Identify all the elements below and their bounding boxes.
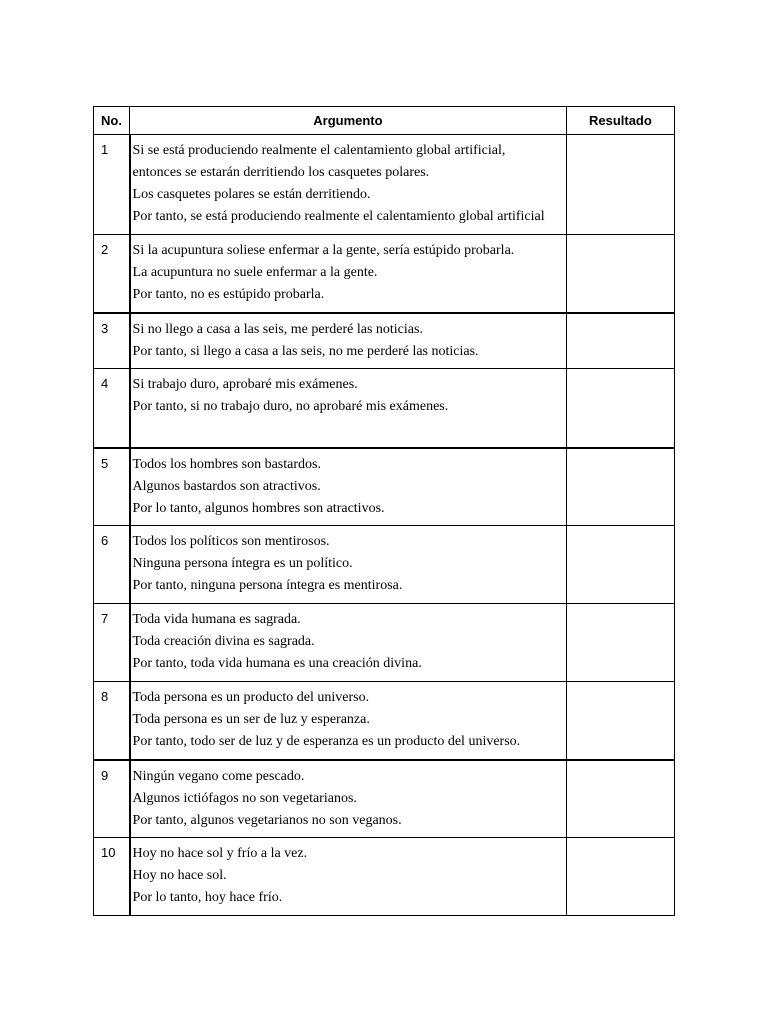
table-row	[94, 448, 675, 526]
argument-line: Por tanto, toda vida humana es una creación divina.	[132, 656, 422, 671]
argument-line: Por tanto, no es estúpido probarla.	[132, 287, 325, 302]
argument-cell	[130, 369, 567, 448]
row-number: 6	[94, 526, 130, 604]
argument-line: Por tanto, si no trabajo duro, no aprobaré mis exámenes.	[132, 399, 449, 414]
argument-line: Por lo tanto, hoy hace frío.	[132, 890, 283, 905]
argument-line: Los casquetes polares se están derritiendo.	[132, 187, 371, 202]
header-no: No.	[94, 107, 130, 135]
row-number: 8	[94, 682, 130, 760]
result-cell[interactable]	[566, 313, 674, 369]
row-number: 1	[94, 135, 130, 235]
argument-line: Hoy no hace sol.	[132, 868, 227, 883]
argument-line: Algunos bastardos son atractivos.	[132, 478, 321, 494]
argument-line: Ninguna persona íntegra es un político.	[132, 556, 353, 571]
table-row	[94, 682, 675, 760]
arguments-table	[93, 106, 675, 916]
argument-line: Toda persona es un producto del universo.	[132, 690, 370, 705]
argument-line: Algunos ictiófagos no son vegetarianos.	[132, 790, 357, 806]
argument-line: Por tanto, se está produciendo realmente el calentamiento global artificial	[132, 209, 545, 224]
table-row	[94, 760, 675, 838]
argument-line: Ningún vegano come pescado.	[132, 768, 305, 784]
argument-cell	[130, 682, 567, 760]
result-cell[interactable]	[566, 448, 674, 526]
argument-cell	[130, 604, 567, 682]
result-cell[interactable]	[566, 369, 674, 448]
argument-line: Por tanto, ninguna persona íntegra es mentirosa.	[132, 578, 403, 593]
row-number: 10	[94, 838, 130, 916]
argument-cell	[130, 760, 567, 838]
row-number: 4	[94, 369, 130, 448]
table-row	[94, 369, 675, 448]
argument-line: Por tanto, todo ser de luz y de esperanza es un producto del universo.	[132, 734, 521, 749]
argument-line: Todos los políticos son mentirosos.	[132, 534, 330, 549]
header-result: Resultado	[566, 107, 674, 135]
argument-line: entonces se estarán derritiendo los casquetes polares.	[132, 165, 430, 180]
row-number: 2	[94, 235, 130, 313]
table-row	[94, 313, 675, 369]
row-number: 5	[94, 448, 130, 526]
argument-line: Por tanto, si llego a casa a las seis, no me perderé las noticias.	[132, 343, 479, 359]
argument-line: Por lo tanto, algunos hombres son atractivos.	[132, 500, 385, 516]
table-row	[94, 604, 675, 682]
argument-line: Si se está produciendo realmente el calentamiento global artificial,	[132, 143, 506, 158]
row-number: 9	[94, 760, 130, 838]
argument-line: Si la acupuntura soliese enfermar a la gente, sería estúpido probarla.	[132, 243, 515, 258]
result-cell[interactable]	[566, 604, 674, 682]
result-cell[interactable]	[566, 135, 674, 235]
argument-line: Toda persona es un ser de luz y esperanza.	[132, 712, 370, 727]
argument-cell	[130, 838, 567, 916]
argument-cell	[130, 313, 567, 369]
argument-line: Si no llego a casa a las seis, me perderé las noticias.	[132, 321, 423, 337]
table-row	[94, 135, 675, 235]
argument-line: Por tanto, algunos vegetarianos no son veganos.	[132, 812, 402, 828]
argument-line: Hoy no hace sol y frío a la vez.	[132, 846, 308, 861]
result-cell[interactable]	[566, 760, 674, 838]
result-cell[interactable]	[566, 526, 674, 604]
result-cell[interactable]	[566, 838, 674, 916]
result-cell[interactable]	[566, 235, 674, 313]
table-row	[94, 235, 675, 313]
argument-cell	[130, 135, 567, 235]
argument-cell	[130, 526, 567, 604]
header-row	[94, 107, 675, 135]
header-argument: Argumento	[130, 107, 567, 135]
row-number: 3	[94, 313, 130, 369]
argument-line: Todos los hombres son bastardos.	[132, 456, 321, 472]
argument-cell	[130, 448, 567, 526]
result-cell[interactable]	[566, 682, 674, 760]
row-number: 7	[94, 604, 130, 682]
argument-cell	[130, 235, 567, 313]
argument-line: La acupuntura no suele enfermar a la gente.	[132, 265, 378, 280]
table-row	[94, 526, 675, 604]
argument-line: Si trabajo duro, aprobaré mis exámenes.	[132, 377, 358, 392]
argument-line: Toda vida humana es sagrada.	[132, 612, 301, 627]
table-row	[94, 838, 675, 916]
argument-line: Toda creación divina es sagrada.	[132, 634, 315, 649]
